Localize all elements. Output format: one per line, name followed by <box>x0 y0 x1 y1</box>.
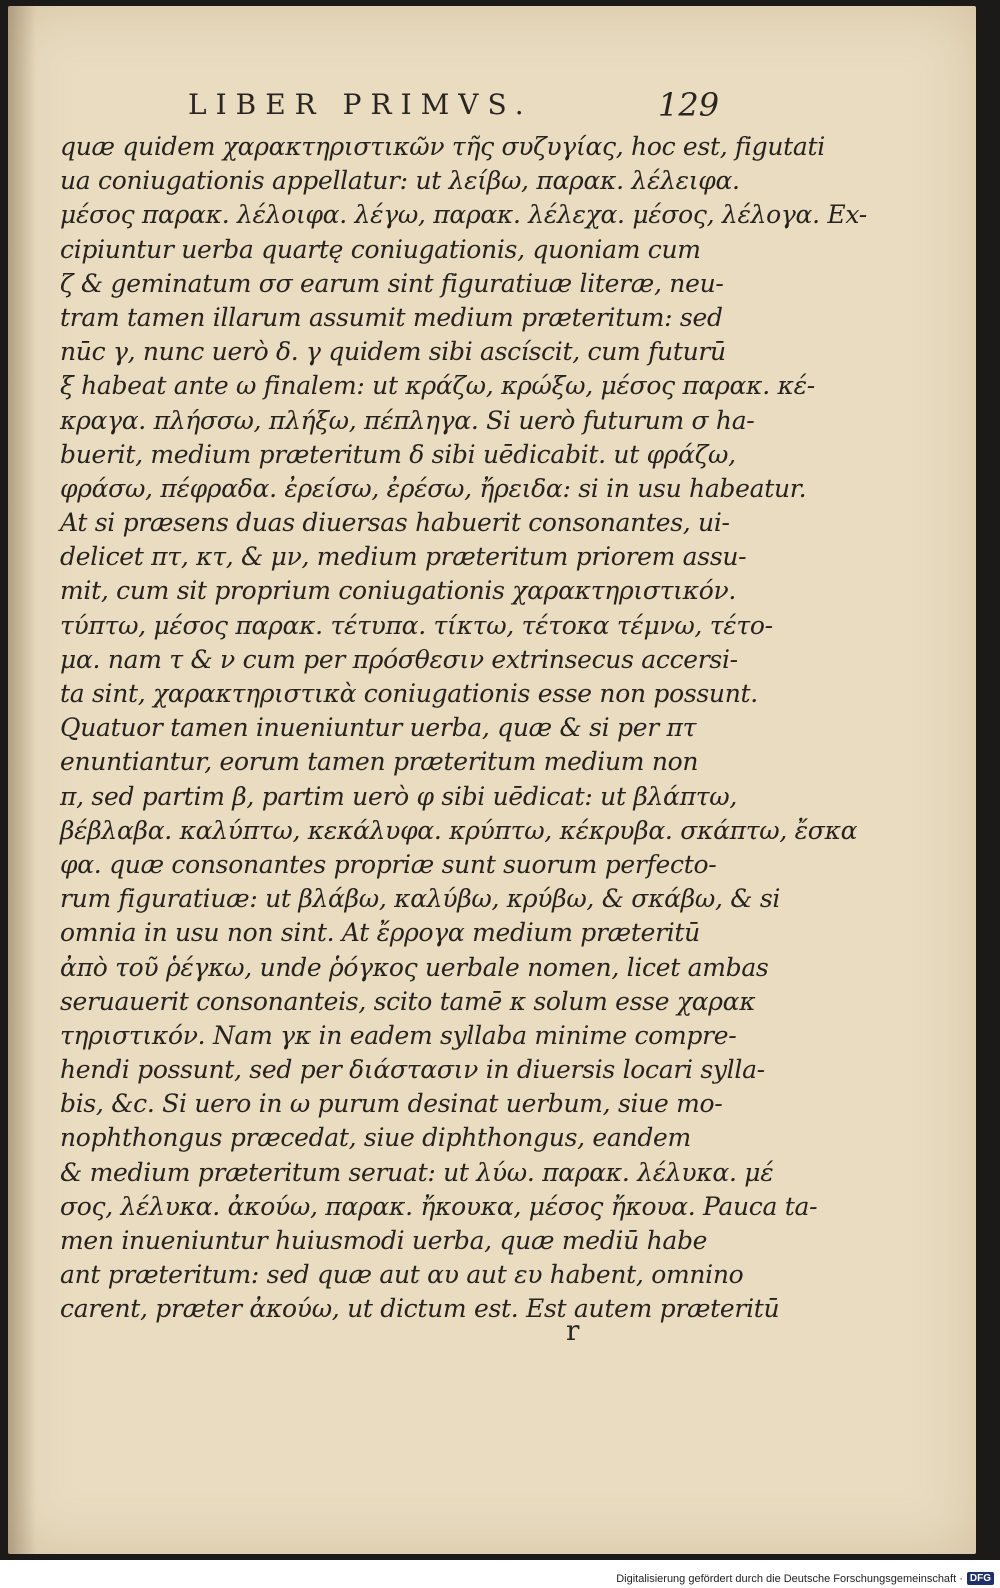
footer-credit: Digitalisierung gefördert durch die Deutsche Forschungsgemeinschaft · <box>616 1572 963 1585</box>
text-line: ζ & geminatum σσ earum sint figuratiuæ literæ, neu- <box>60 268 724 298</box>
text-line: ξ habeat ante ω finalem: ut κράζω, κρώξω, μέσος παρακ. κέ- <box>60 371 815 401</box>
body-text <box>60 130 867 1327</box>
text-line: βέβλαβα. καλύπτω, κεκάλυφα. κρύπτω, κέκρυβα. σκάπτω, ἔσκα <box>60 815 858 845</box>
text-line: Quatuor tamen inueniuntur uerba, quæ & si per πτ <box>60 713 697 743</box>
text-line: ua coniugationis appellatur: ut λείβω, παρακ. λέλειφα. <box>60 166 740 196</box>
text-line: omnia in usu non sint. At ἔρρογα medium præteritū <box>60 918 700 948</box>
text-line: delicet πτ, κτ, & μν, medium præteritum priorem assu- <box>60 542 747 572</box>
text-line: seruauerit consonanteis, scito tamē κ solum esse χαρακ <box>60 986 756 1016</box>
text-line: nophthongus præcedat, siue diphthongus, eandem <box>60 1123 691 1153</box>
text-line: mit, cum sit proprium coniugationis χαρακτηριστικόν. <box>60 576 737 606</box>
text-line: κραγα. πλήσσω, πλήξω, πέπληγα. Si uerò futurum σ ha- <box>60 405 755 435</box>
text-line: σος, λέλυκα. ἀκούω, παρακ. ἤκουκα, μέσος ἤκουα. Pauca ta- <box>60 1191 818 1221</box>
text-line: π, sed partim β, partim uerò φ sibi uēdicat: ut βλάπτω, <box>60 781 738 811</box>
text-line: τύπτω, μέσος παρακ. τέτυπα. τίκτω, τέτοκα τέμνω, τέτο- <box>60 610 773 640</box>
text-line: cipiuntur uerba quartę coniugationis, quoniam cum <box>60 234 701 264</box>
text-line: & medium præteritum seruat: ut λύω. παρακ. λέλυκα. μέ <box>60 1157 774 1187</box>
text-line: φα. quæ consonantes propriæ sunt suorum perfecto- <box>60 849 717 879</box>
running-head: LIBER PRIMVS. <box>188 88 533 121</box>
page-number: 129 <box>658 86 720 124</box>
text-line: μέσος παρακ. λέλοιφα. λέγω, παρακ. λέλεχα. μέσος, λέλογα. Ex- <box>60 200 867 230</box>
text-line: nūc γ, nunc uerò δ. γ quidem sibi ascíscit, cum futurū <box>60 337 726 367</box>
text-line: τηριστικόν. Nam γκ in eadem syllaba minime compre- <box>60 1020 737 1050</box>
signature-mark: r <box>566 1314 580 1347</box>
page-gutter-shadow <box>8 6 36 1554</box>
text-line: rum figuratiuæ: ut βλάβω, καλύβω, κρύβω, & σκάβω, & si <box>60 884 781 914</box>
text-line: tram tamen illarum assumit medium præteritum: sed <box>60 302 723 332</box>
text-line: bis, &c. Si uero in ω purum desinat uerbum, siue mo- <box>60 1089 723 1119</box>
text-line: ant præteritum: sed quæ aut αυ aut ευ habent, omnino <box>60 1260 744 1290</box>
text-line: ἀπὸ τοῦ ῥέγκω, unde ῥόγκος uerbale nomen, licet ambas <box>60 952 769 982</box>
text-line: buerit, medium præteritum δ sibi uēdicabit. ut φράζω, <box>60 439 736 469</box>
text-line: At si præsens duas diuersas habuerit consonantes, ui- <box>60 508 730 538</box>
text-line: carent, præter ἀκούω, ut dictum est. Est autem præteritū <box>60 1294 780 1324</box>
dfg-logo: DFG <box>967 1572 994 1585</box>
digitization-footer <box>616 1572 994 1585</box>
text-line: φράσω, πέφραδα. ἐρείσω, ἐρέσω, ἤρειδα: si in usu habeatur. <box>60 473 807 503</box>
text-line: men inueniuntur huiusmodi uerba, quæ mediū habe <box>60 1226 708 1255</box>
text-line: hendi possunt, sed per διάστασιν in diuersis locari sylla- <box>60 1055 765 1085</box>
book-page <box>8 6 976 1554</box>
text-line: quæ quidem χαρακτηριστικῶν τῆς συζυγίας, hoc est, figutati <box>60 132 825 161</box>
text-line: ta sint, χαρακτηριστικὰ coniugationis esse non possunt. <box>60 679 758 708</box>
text-line: μα. nam τ & ν cum per πρόσθεσιν extrinsecus accersi- <box>60 644 738 674</box>
text-line: enuntiantur, eorum tamen præteritum medium non <box>60 747 699 777</box>
